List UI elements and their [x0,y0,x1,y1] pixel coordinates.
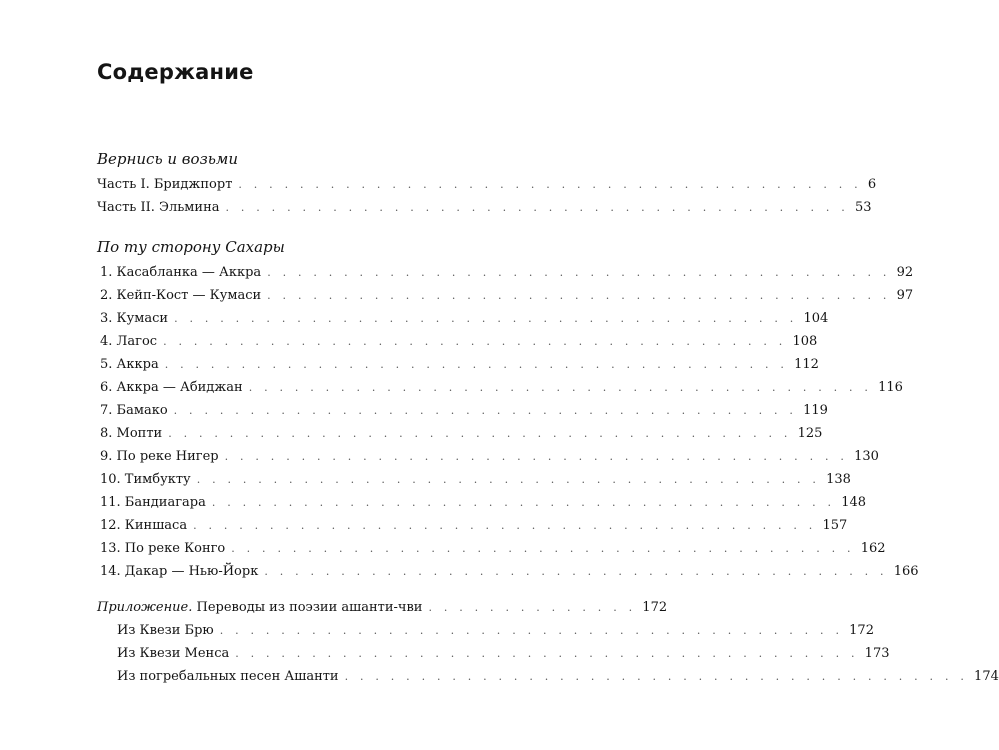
toc-entry-label: 9. По реке Нигер [100,449,219,464]
toc-entry-page: 116 [878,380,903,395]
toc-entry-page: 173 [864,646,890,661]
toc-entry-page: 97 [896,288,914,303]
toc-entry-chapter-2[interactable] [100,288,914,308]
toc-entry-label: 14. Дакар — Нью-Йорк [100,564,259,579]
toc-entry-label: 11. Бандиагара [100,495,206,510]
toc-entry-page: 148 [841,495,867,510]
toc-entry-page: 53 [854,200,872,215]
toc-entry-page: 119 [803,403,828,418]
dot-leader: . . . . . . . . . . . . . . . . . . . . . . . . . . . . . . . . . . . . . . . . . [173,404,798,417]
toc-entry-label: Часть II. Эльмина [97,200,220,215]
dot-leader: . . . . . . . . . . . . . . . . . . . . . . . . . . . . . . . . . . . . . . . . . [219,624,844,637]
toc-entry-page: 112 [794,357,819,372]
toc-entry-label: 6. Аккра — Абиджан [100,380,243,395]
dot-leader: . . . . . . . . . . . . . . . . . . . . . . . . . . . . . . . . . . . . . . . . . [264,565,888,578]
dot-leader: . . . . . . . . . . . . . . . . . . . . . . . . . . . . . . . . . . . . . . . . . [235,647,859,660]
toc-entry-label: 13. По реке Конго [100,541,226,556]
toc-entry-page: 172 [849,623,874,638]
toc-entry-part-1[interactable] [97,177,877,197]
toc-entry-page: 138 [826,472,851,487]
toc-entry-chapter-13[interactable] [100,541,886,561]
dot-leader: . . . . . . . . . . . . . . . . . . . . . . . . . . . . . . . . . . . . . . . . . [344,670,969,683]
section-heading-sahara: По ту сторону Сахары [97,238,285,256]
toc-entry-chapter-4[interactable] [100,334,818,354]
toc-entry-page: 6 [867,177,877,192]
toc-entry-page: 92 [896,265,914,280]
toc-entry-label: Из Квези Брю [117,623,214,638]
toc-entry-page: 130 [854,449,879,464]
toc-entry-chapter-8[interactable] [100,426,823,446]
toc-entry-appendix-3[interactable] [117,669,999,689]
toc-entry-page: 125 [797,426,823,441]
toc-entry-appendix[interactable] [97,600,668,620]
dot-leader: . . . . . . . . . . . . . . . . . . . . . . . . . . . . . . . . . . . . . . . . . [238,178,862,191]
toc-entry-chapter-12[interactable] [100,518,848,538]
dot-leader: . . . . . . . . . . . . . . . . . . . . . . . . . . . . . . . . . . . . . . . . . [163,335,787,348]
page-title: Содержание [97,60,254,84]
dot-leader: . . . . . . . . . . . . . . . . . . . . . . . . . . . . . . . . . . . . . . . . . [193,519,817,532]
toc-entry-label: 1. Касабланка — Аккра [100,265,262,280]
toc-entry-chapter-7[interactable] [100,403,828,423]
toc-entry-page: 157 [822,518,848,533]
toc-entry-label: 10. Тимбукту [100,472,191,487]
toc-entry-part-2[interactable] [97,200,872,220]
toc-entry-label [97,600,422,615]
toc-entry-label: 8. Мопти [100,426,163,441]
toc-entry-appendix-2[interactable] [117,646,890,666]
dot-leader: . . . . . . . . . . . . . . . . . . . . . . . . . . . . . . . . . . . . . . . . . [164,358,789,371]
dot-leader: . . . . . . . . . . . . . . . . . . . . . . . . . . . . . . . . . . . . . . . . . [225,201,849,214]
toc-entry-page: 166 [893,564,919,579]
dot-leader: . . . . . . . . . . . . . . . . . . . . . . . . . . . . . . . . . . . . . . . . . [224,450,849,463]
toc-entry-label: Из Квези Менса [117,646,230,661]
toc-entry-chapter-11[interactable] [100,495,867,515]
dot-leader: . . . . . . . . . . . . . . . . . . . . . . . . . . . . . . . . . . . . . . . . . [174,312,798,325]
toc-entry-label: Из погребальных песен Ашанти [117,669,339,684]
dot-leader: . . . . . . . . . . . . . . [428,601,637,614]
toc-entry-label: 5. Аккра [100,357,159,372]
toc-entry-page: 172 [642,600,668,615]
toc-entry-page: 104 [803,311,829,326]
toc-entry-chapter-10[interactable] [100,472,851,492]
toc-entry-appendix-1[interactable] [117,623,874,643]
toc-entry-label: 4. Лагос [100,334,158,349]
toc-entry-chapter-5[interactable] [100,357,819,377]
section-heading-vernis: Вернись и возьми [97,150,239,168]
appendix-label-rest: Переводы из поэзии ашанти-чви [192,600,423,615]
toc-entry-chapter-3[interactable] [100,311,829,331]
toc-entry-chapter-14[interactable] [100,564,919,584]
dot-leader: . . . . . . . . . . . . . . . . . . . . . . . . . . . . . . . . . . . . . . . . . [168,427,792,440]
toc-entry-chapter-9[interactable] [100,449,879,469]
toc-entry-label: 12. Киншаса [100,518,188,533]
dot-leader: . . . . . . . . . . . . . . . . . . . . . . . . . . . . . . . . . . . . . . . . . [211,496,836,509]
dot-leader: . . . . . . . . . . . . . . . . . . . . . . . . . . . . . . . . . . . . . . . . . [231,542,855,555]
toc-entry-page: 108 [792,334,818,349]
dot-leader: . . . . . . . . . . . . . . . . . . . . . . . . . . . . . . . . . . . . . . . . . [248,381,873,394]
toc-entry-label: 7. Бамако [100,403,168,418]
dot-leader: . . . . . . . . . . . . . . . . . . . . . . . . . . . . . . . . . . . . . . . . . [267,266,891,279]
toc-entry-label: 2. Кейп-Кост — Кумаси [100,288,262,303]
dot-leader: . . . . . . . . . . . . . . . . . . . . . . . . . . . . . . . . . . . . . . . . . [196,473,821,486]
appendix-italic-prefix: Приложение. [97,600,193,615]
toc-entry-page: 174 [974,669,999,684]
dot-leader: . . . . . . . . . . . . . . . . . . . . . . . . . . . . . . . . . . . . . . . . . [267,289,891,302]
toc-entry-page: 162 [860,541,886,556]
toc-entry-chapter-6[interactable] [100,380,903,400]
toc-entry-label: Часть I. Бриджпорт [97,177,233,192]
toc-entry-label: 3. Кумаси [100,311,169,326]
toc-entry-chapter-1[interactable] [100,265,914,285]
